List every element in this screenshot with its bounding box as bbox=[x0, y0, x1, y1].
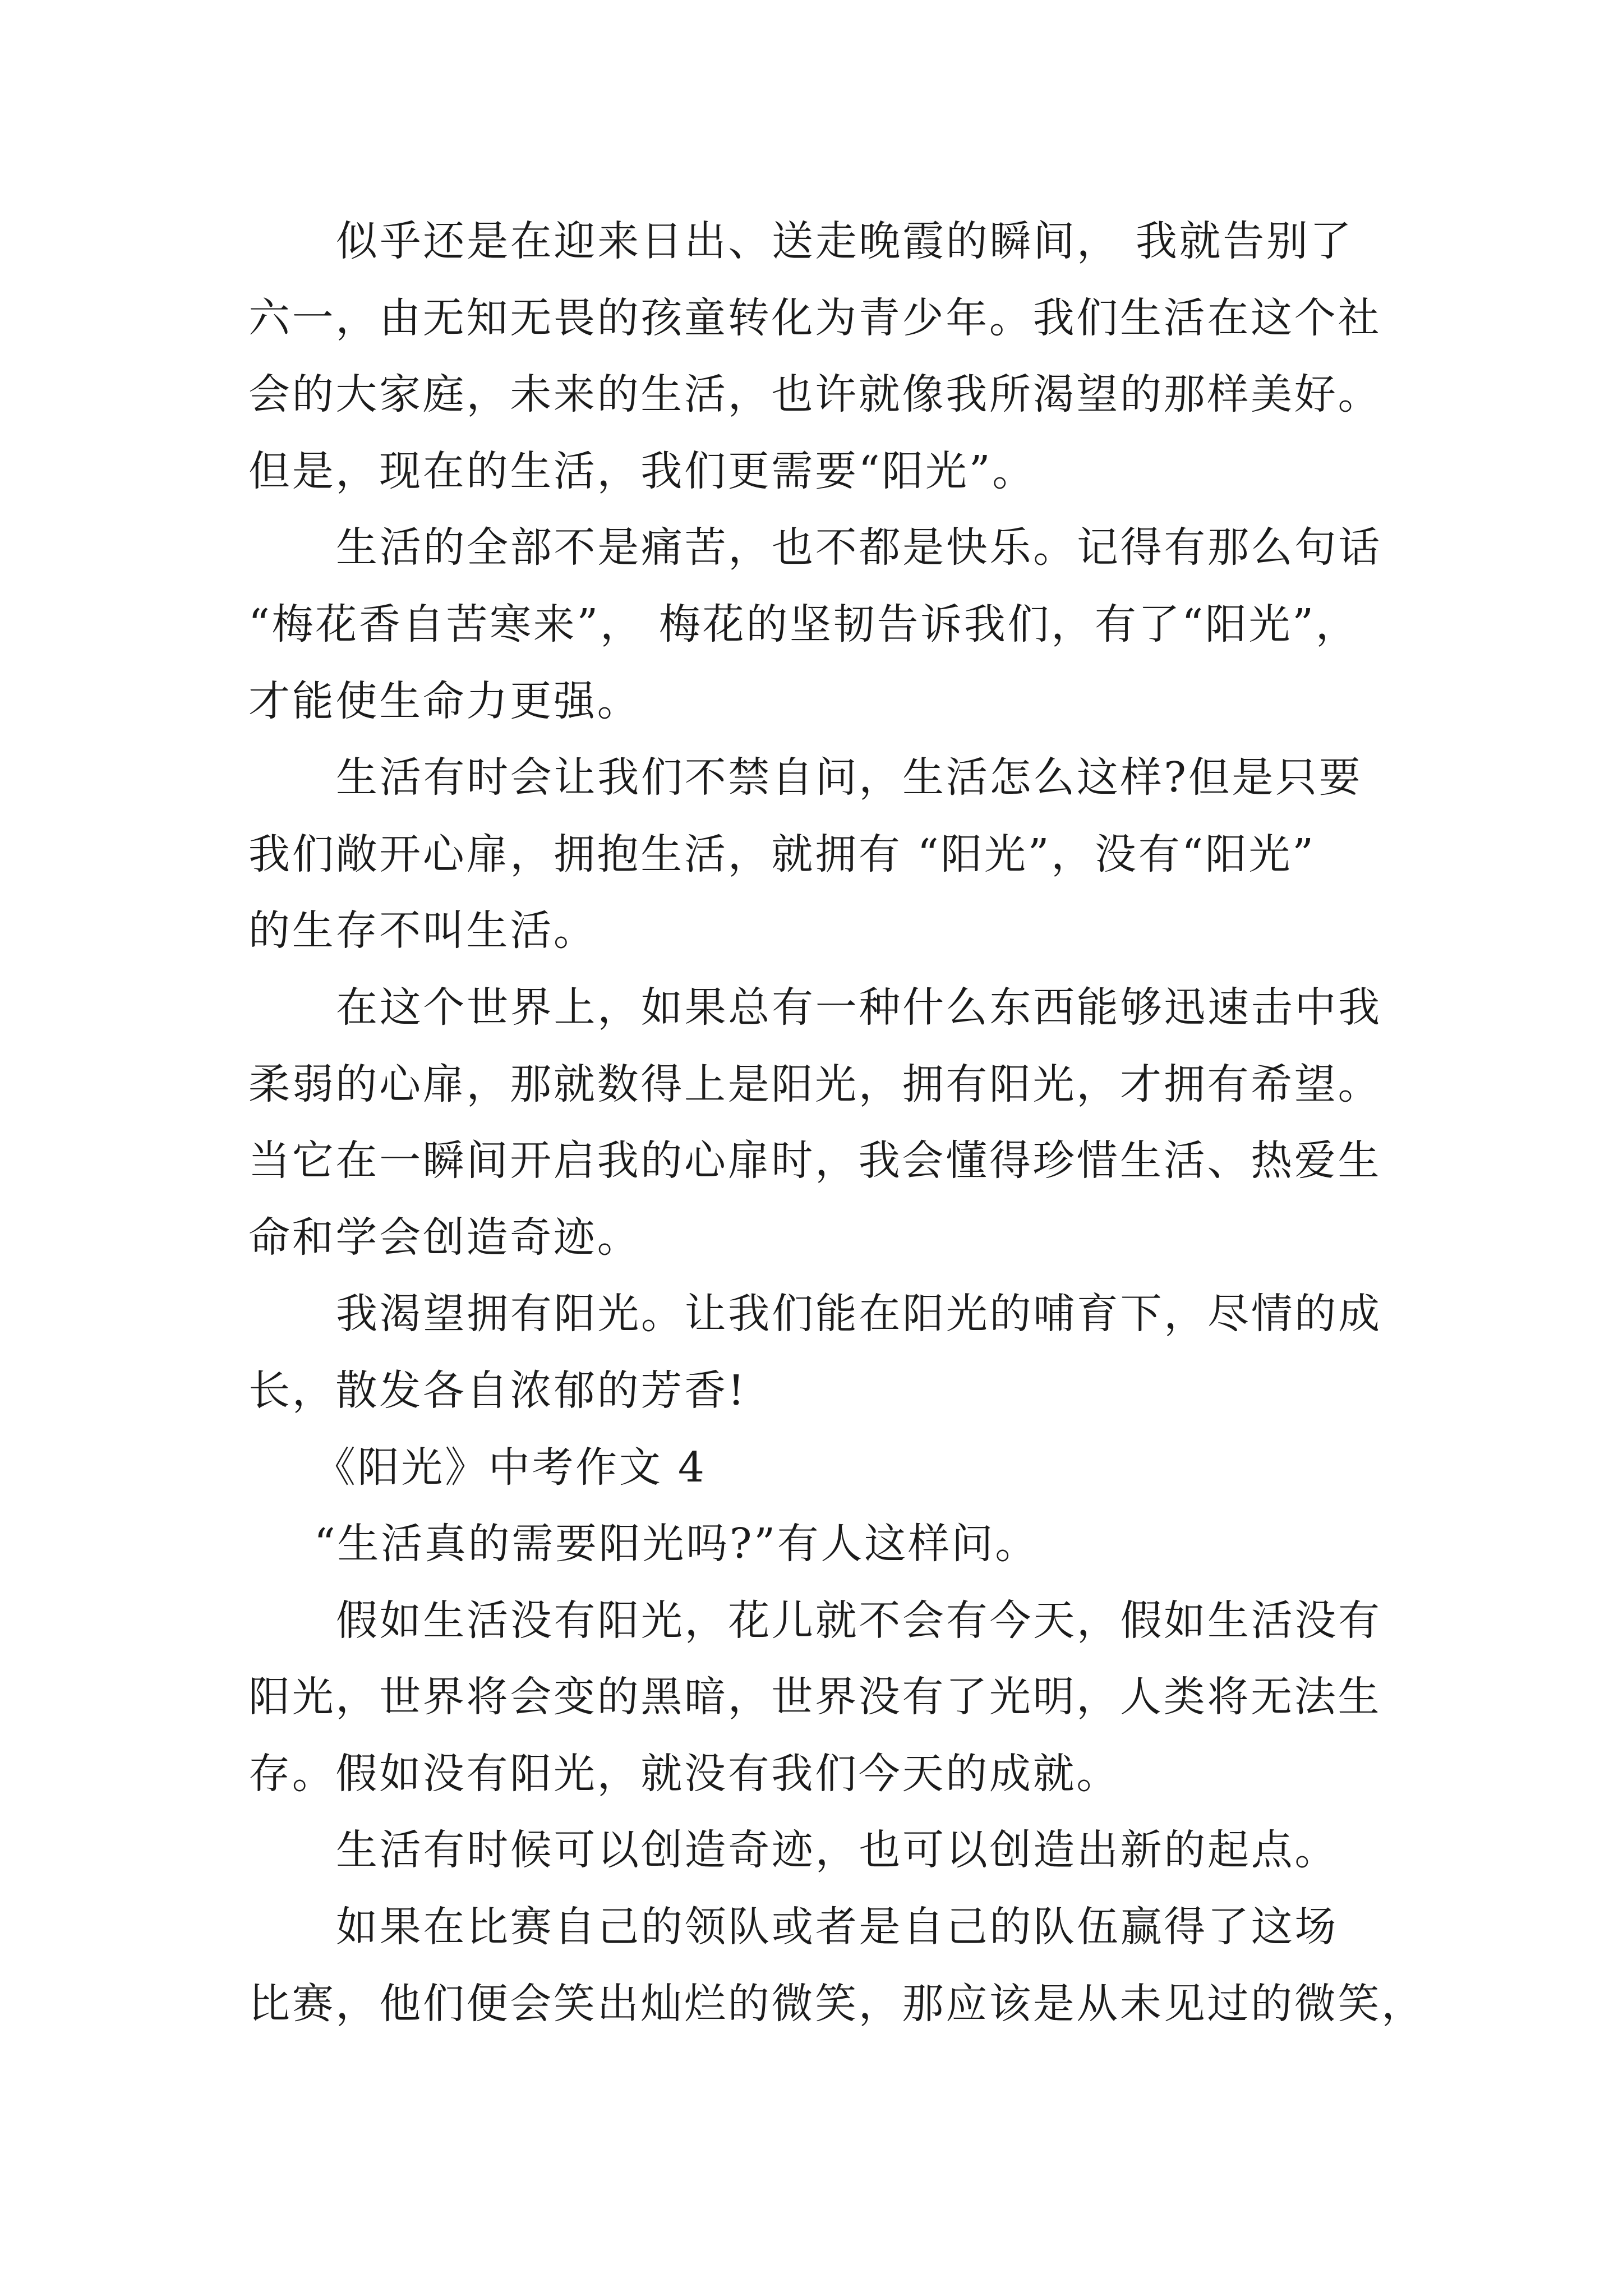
paragraph bbox=[248, 969, 1482, 1276]
text-line: 但是，现在的生活，我们更需要“阳光”。 bbox=[248, 447, 1036, 495]
text-line: 生活的全部不是痛苦，也不都是快乐。记得有那么句话 bbox=[336, 523, 1382, 572]
text-line: 我渴望拥有阳光。让我们能在阳光的哺育下，尽情的成 bbox=[336, 1290, 1382, 1338]
text-line: 会的大家庭，未来的生活，也许就像我所渴望的那样美好。 bbox=[248, 370, 1382, 419]
text-line: 当它在一瞬间开启我的心扉时，我会懂得珍惜生活、热爱生 bbox=[248, 1137, 1382, 1185]
text-line: 如果在比赛自己的领队或者是自己的队伍赢得了这场 bbox=[336, 1903, 1339, 1952]
paragraph bbox=[248, 203, 1482, 509]
text-line: 柔弱的心扉，那就数得上是阳光，拥有阳光，才拥有希望。 bbox=[248, 1060, 1382, 1108]
paragraph bbox=[248, 1276, 1482, 1429]
text-line: 六一，由无知无畏的孩童转化为青少年。我们生活在这个社 bbox=[248, 293, 1382, 342]
paragraph bbox=[248, 1889, 1482, 2042]
text-line: 存。假如没有阳光，就没有我们今天的成就。 bbox=[248, 1749, 1120, 1798]
text-line: 在这个世界上，如果总有一种什么东西能够迅速击中我 bbox=[336, 983, 1382, 1032]
text-line: 才能使生命力更强。 bbox=[248, 677, 641, 725]
text-line: 的生存不叫生活。 bbox=[248, 907, 597, 955]
text-line: “生活真的需要阳光吗?”有人这样问。 bbox=[314, 1520, 1039, 1568]
text-line: 阳光，世界将会变的黑暗，世界没有了光明，人类将无法生 bbox=[248, 1673, 1382, 1722]
heading-line: 《阳光》中考作文 4 bbox=[314, 1443, 707, 1492]
text-line: 假如生活没有阳光，花儿就不会有今天，假如生活没有 bbox=[336, 1596, 1382, 1645]
text-line: “梅花香自苦寒来”， 梅花的坚韧告诉我们，有了“阳光”， bbox=[248, 600, 1359, 648]
text-line: 比赛，他们便会笑出灿烂的微笑，那应该是从未见过的微笑， bbox=[248, 1979, 1425, 2028]
paragraph bbox=[248, 739, 1482, 969]
paragraph bbox=[248, 1506, 1482, 1582]
text-line: 似乎还是在迎来日出、送走晚霞的瞬间， 我就告别了 bbox=[336, 217, 1354, 265]
section-heading bbox=[248, 1429, 1482, 1506]
text-line: 长，散发各自浓郁的芳香! bbox=[248, 1366, 747, 1415]
paragraph bbox=[248, 1812, 1482, 1889]
text-line: 命和学会创造奇迹。 bbox=[248, 1213, 641, 1262]
text-line: 生活有时候可以创造奇迹，也可以创造出新的起点。 bbox=[336, 1826, 1339, 1875]
paragraph bbox=[248, 1582, 1482, 1812]
text-line: 我们敞开心扉，拥抱生活，就拥有 “阳光”，没有“阳光” bbox=[248, 830, 1316, 878]
document-body bbox=[248, 203, 1482, 2042]
paragraph bbox=[248, 509, 1482, 739]
text-line: 生活有时会让我们不禁自问，生活怎么这样?但是只要 bbox=[336, 753, 1363, 802]
